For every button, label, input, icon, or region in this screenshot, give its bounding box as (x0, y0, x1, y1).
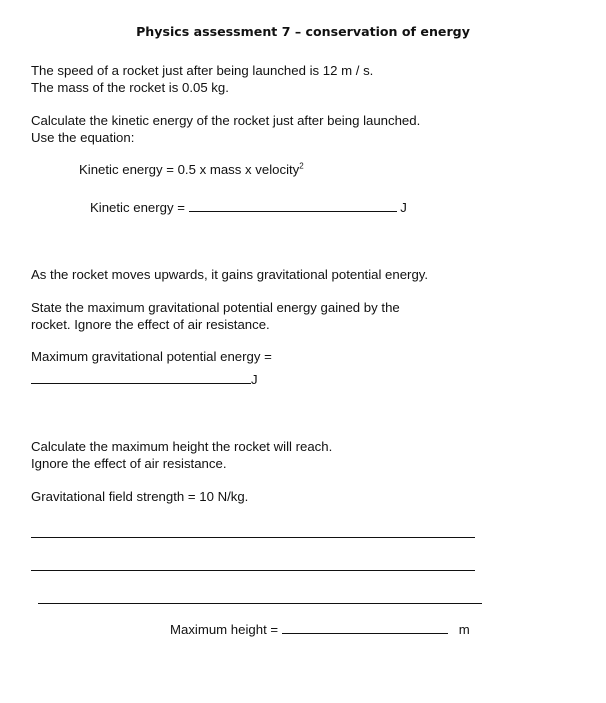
kinetic-energy-answer-row (90, 199, 407, 216)
equation-exponent: 2 (299, 161, 304, 171)
kinetic-energy-equation (79, 161, 304, 178)
q1-line-1: The speed of a rocket just after being launched is 12 m / s. (31, 63, 374, 78)
gpe-answer-blank[interactable] (31, 371, 251, 384)
q1-line-3: Calculate the kinetic energy of the rocket just after being launched. (31, 113, 421, 128)
working-line-3[interactable] (38, 603, 482, 604)
q3-line-2: Ignore the effect of air resistance. (31, 456, 227, 471)
q2-line-1: As the rocket moves upwards, it gains gravitational potential energy. (31, 267, 429, 282)
q1-line-4: Use the equation: (31, 130, 135, 145)
q3-line-1: Calculate the maximum height the rocket will reach. (31, 439, 333, 454)
gpe-unit: J (251, 372, 258, 387)
q2-line-2: State the maximum gravitational potential energy gained by the (31, 300, 400, 315)
max-height-answer-row (170, 621, 470, 638)
page-title: Physics assessment 7 – conservation of energy (136, 24, 470, 39)
equation-text: Kinetic energy = 0.5 x mass x velocity (79, 162, 300, 177)
q2-line-3: rocket. Ignore the effect of air resistance. (31, 317, 270, 332)
max-height-unit: m (458, 622, 470, 637)
working-line-2[interactable] (31, 570, 475, 571)
gpe-answer-label: Maximum gravitational potential energy = (31, 349, 272, 364)
max-height-answer-blank[interactable] (282, 621, 448, 634)
working-line-1[interactable] (31, 537, 475, 538)
kinetic-energy-answer-blank[interactable] (189, 199, 397, 212)
kinetic-energy-unit: J (400, 200, 407, 215)
q1-line-2: The mass of the rocket is 0.05 kg. (31, 80, 229, 95)
kinetic-energy-answer-label: Kinetic energy = (90, 200, 189, 215)
max-height-answer-label: Maximum height = (170, 622, 282, 637)
gpe-answer-row (31, 371, 258, 388)
q3-line-3: Gravitational field strength = 10 N/kg. (31, 489, 249, 504)
